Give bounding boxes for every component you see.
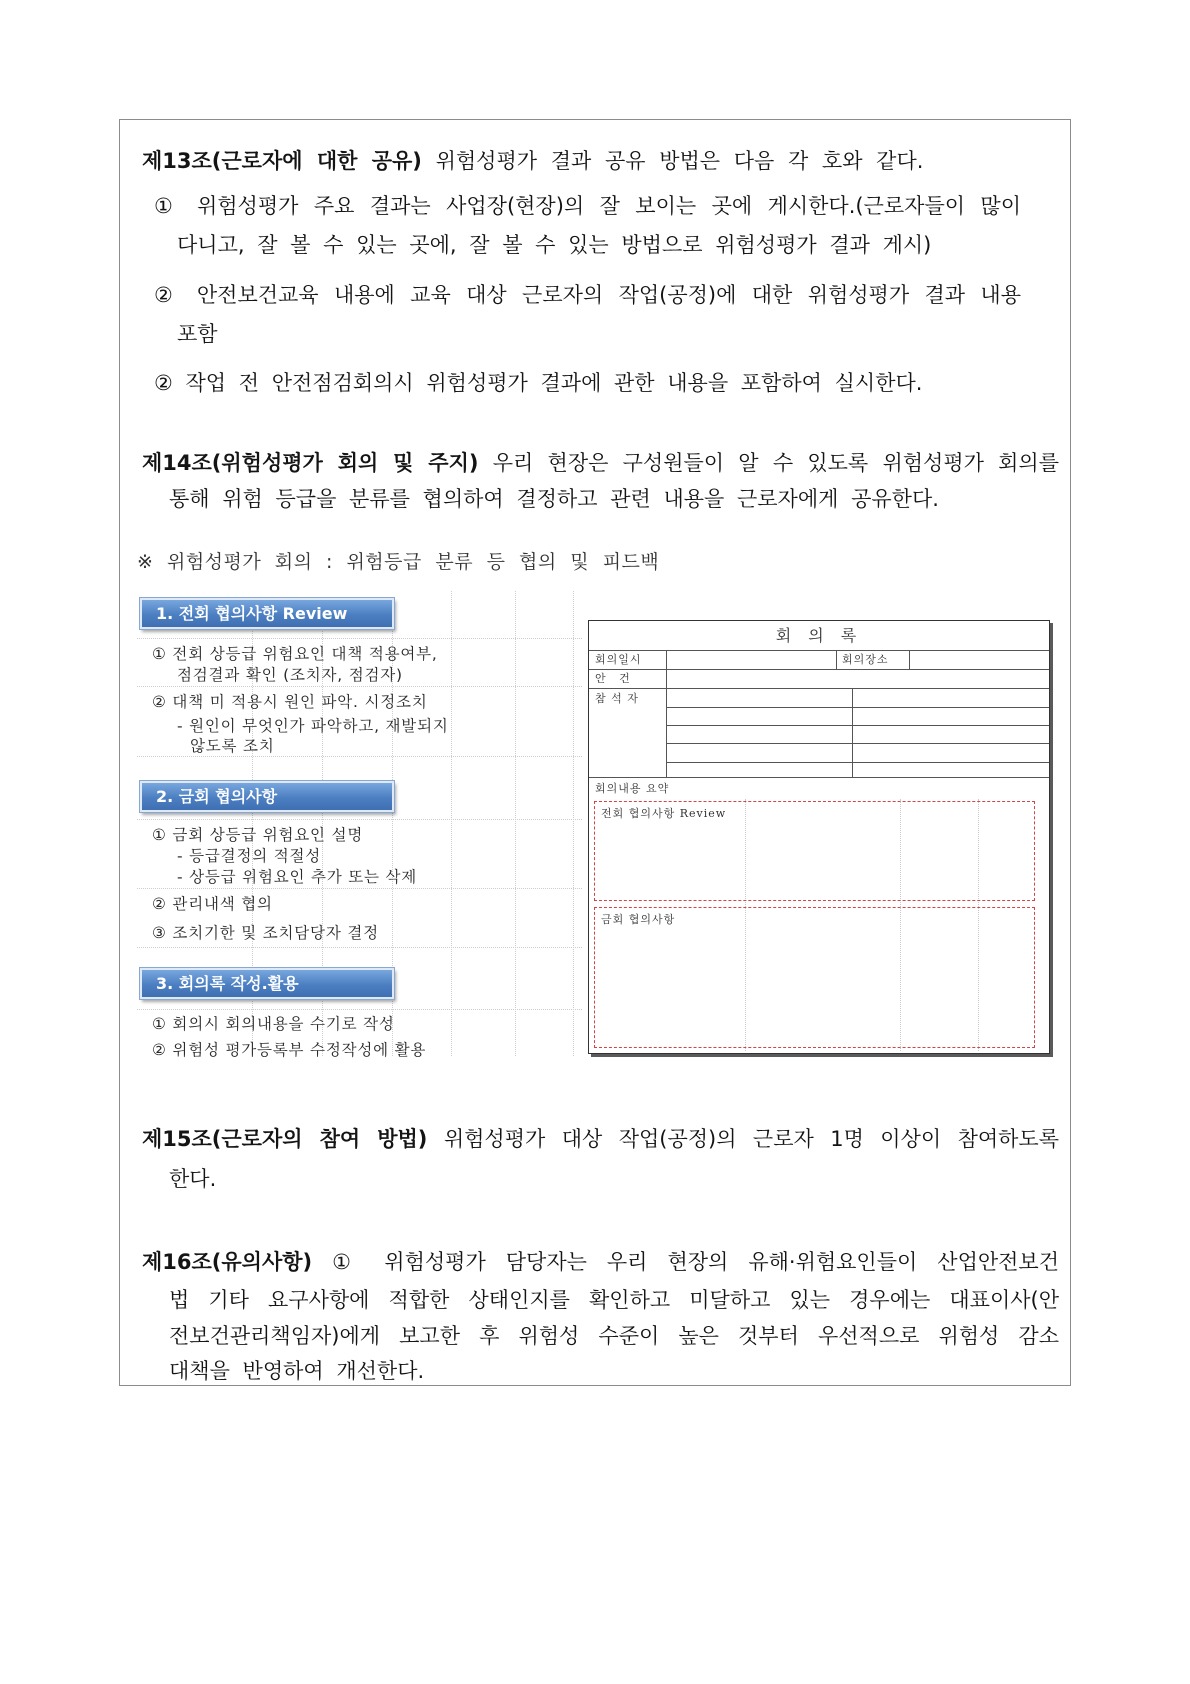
grid-line [137,819,582,820]
section-header-minutes: 3. 회의록 작성.활용 [140,968,394,999]
grid-line [137,947,582,948]
section-1-line: - 원인이 무엇인가 파악하고, 재발되지 [177,717,449,735]
previous-review-box [594,801,1035,901]
form-rule [666,762,1049,763]
section-1-line: ② 대책 미 적용시 원인 파악. 시정조치 [152,693,428,711]
section-1-line: ① 전회 상등급 위험요인 대책 적용여부, [152,645,438,663]
section-2-line: - 등급결정의 적절성 [177,847,322,865]
current-agenda-label: 금회 협의사항 [601,913,676,926]
form-date-label: 회의일시 [595,653,642,666]
article-14-line-1 [142,447,1059,479]
article-13-item-2-line-1: ② 안전보건교육 내용에 교육 대상 근로자의 작업(공정)에 대한 위험성평가 결과 내용 [154,283,1021,307]
grid-line [573,591,574,1056]
article-15-text: 위험성평가 대상 작업(공정)의 근로자 1명 이상이 참여하도록 [443,1127,1059,1151]
form-rule [852,688,853,777]
form-agenda-label: 안 건 [595,672,631,685]
article-13-item-1-line-1: ① 위험성평가 주요 결과는 사업장(현장)의 잘 보이는 곳에 게시한다.(근로자들이 많이 [154,194,1021,218]
article-16-line-2: 법 기타 요구사항에 적합한 상태인지를 확인하고 미달하고 있는 경우에는 대표이사(안 [169,1288,1059,1312]
article-15-line-2: 한다. [169,1167,217,1191]
form-rule [589,777,1049,778]
article-13-item-1-line-2: 다니고, 잘 볼 수 있는 곳에, 잘 볼 수 있는 방법으로 위험성평가 결과 게시) [177,233,932,257]
form-place-label: 회의장소 [842,653,889,666]
form-summary-label: 회의내용 요약 [595,782,670,795]
article-13-text: 위험성평가 결과 공유 방법은 다음 각 호와 같다. [435,149,924,173]
section-2-line: ③ 조치기한 및 조치담당자 결정 [152,924,379,942]
article-14-text: 우리 현장은 구성원들이 알 수 있도록 위험성평가 회의를 [492,451,1059,475]
grid-line [515,591,516,1056]
article-14-line-2: 통해 위험 등급을 분류를 협의하여 결정하고 관련 내용을 근로자에게 공유한다. [169,487,939,511]
section-1-line: 점검결과 확인 (조치자, 점검자) [177,666,403,684]
grid-line [137,756,582,757]
grid-line [137,638,582,639]
article-16-line-3: 전보건관리책임자)에게 보고한 후 위험성 수준이 높은 것부터 우선적으로 위험성 감소 [169,1324,1059,1348]
section-2-line: - 상등급 위험요인 추가 또는 삭제 [177,868,418,886]
article-15-heading: 제15조(근로자의 참여 방법) [142,1127,428,1151]
article-16-line-1 [142,1246,1059,1278]
form-rule [836,650,837,669]
form-rule [589,688,1049,689]
form-rule [909,650,910,669]
article-13-line [142,145,923,177]
article-16-line-4: 대책을 반영하여 개선한다. [169,1359,425,1383]
form-rule [666,743,1049,744]
section-3-line: ② 위험성 평가등록부 수정작성에 활용 [152,1041,427,1059]
grid-line [451,591,452,1056]
article-13-heading: 제13조(근로자에 대한 공유) [142,149,422,173]
form-rule [589,650,1049,651]
grid-line [137,1009,582,1010]
meeting-figure [137,591,1054,1061]
figure-caption: ※ 위험성평가 회의 : 위험등급 분류 등 협의 및 피드백 [137,551,660,573]
article-13-item-2-line-2: 포함 [177,322,218,346]
grid-line [137,686,582,687]
form-title: 회 의 록 [775,626,863,645]
form-rule [666,707,1049,708]
section-header-previous-review: 1. 전회 협의사항 Review [140,598,394,629]
grid-line [137,888,582,889]
article-15-line-1 [142,1123,1059,1155]
article-14-heading: 제14조(위험성평가 회의 및 주지) [142,451,479,475]
meeting-minutes-form [588,620,1050,1054]
form-rule [666,725,1049,726]
previous-review-label: 전회 협의사항 Review [601,807,727,820]
section-3-line: ① 회의시 회의내용을 수기로 작성 [152,1015,395,1033]
article-16-text: ① 위험성평가 담당자는 우리 현장의 유해·위험요인들이 산업안전보건 [332,1250,1059,1274]
section-1-line: 않도록 조치 [190,737,275,755]
section-header-current: 2. 금회 협의사항 [140,781,394,812]
form-attendees-label: 참 석 자 [595,692,639,705]
section-2-line: ① 금회 상등급 위험요인 설명 [152,826,364,844]
current-agenda-box [594,907,1035,1048]
form-rule [589,669,1049,670]
article-13-item-3-line-1: ② 작업 전 안전점검회의시 위험성평가 결과에 관한 내용을 포함하여 실시한다. [154,371,923,395]
section-2-line: ② 관리내색 협의 [152,895,273,913]
article-16-heading: 제16조(유의사항) [142,1250,313,1274]
